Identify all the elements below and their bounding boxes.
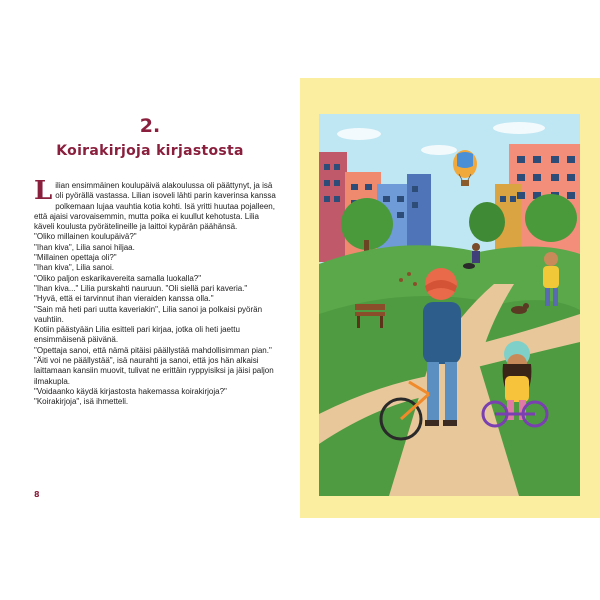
chapter-number: 2. [139,115,161,137]
story-line: "Ihan kiva", Lilia sanoi hiljaa. [34,242,135,252]
chapter-title: Koirakirjoja kirjastosta [56,143,244,159]
building [319,152,347,262]
story-line: "Sain mä heti pari uutta kaveriakin", Lilia sanoi ja polkaisi pyörän vauhtiin. [34,304,263,324]
story-line: "Opettaja sanoi, että nämä pitäisi päällystää mahdollisimman pian." [34,345,272,355]
right-page [300,78,600,518]
tree [525,194,577,242]
park-illustration [319,114,580,496]
story-line: "Voidaanko käydä kirjastosta hakemassa koirakirjoja?" [34,386,227,396]
story-line: Kotiin päästyään Lilia esitteli pari kirjaa, jotka oli heti jaettu ensimmäisenä päivänä. [34,325,240,345]
story-text [34,176,278,408]
story-line: "Ihan kiva", Lilia sanoi. [34,263,114,273]
story-line: "Hyvä, että ei tarvinnut ihan vieraiden kanssa olla." [34,294,214,304]
story-line: "Koirakirjoja", isä ihmetteli. [34,397,129,407]
page-number: 8 [34,490,40,499]
story-line: "Oliko paljon eskarikavereita samalla luokalla?" [34,273,202,283]
building [407,174,431,254]
story-line: "Oliko millainen koulupäivä?" [34,232,137,242]
story-paragraph [34,176,278,232]
story-line: "Ihan kiva..." Lilia purskahti nauruun. "Oli siellä pari kaveria." [34,283,248,293]
story-line: ilian ensimmäinen koulupäivä alakoulussa oli päättynyt, ja isä oli pyörällä vastassa. Lilian isoveli lähti parin kaverinsa kanssa polkemaan lujaa vauhtia kotia kohti. Isä yritti huutaa pojalleen, että ajaisi varovaisemmin, mutta poika ei kuullut kehotusta. Lilia käveli koulusta pyörätelineille ja laittoi kypärän päähänsä. [34,181,276,232]
story-line: "Äiti voi ne päällystää", isä naurahti ja sanoi, että jos hän alkaisi laittamaan kansiin muovit, tulivat ne erittäin ryppyisiksi ja jäisi paljon ilmakupla. [34,356,274,386]
story-line: "Millainen opettaja oli?" [34,253,117,263]
tree [469,202,505,242]
drop-cap: L [34,176,53,206]
